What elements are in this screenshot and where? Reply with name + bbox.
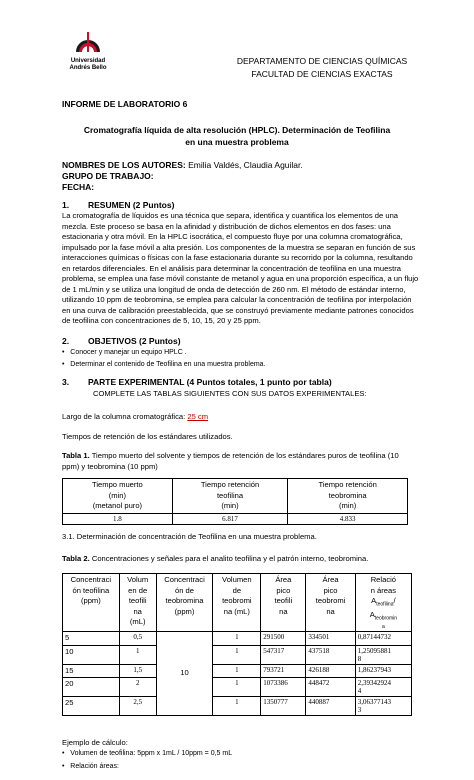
table1-header-cell — [172, 479, 288, 514]
summary-line: de 1 mL/min y se utiliza una longitud de onda de detección de 260 nm. El método de estándar interno, — [62, 284, 406, 294]
header-line — [358, 596, 409, 610]
table2-cell: 1,86237943 — [355, 664, 411, 678]
table2-cell: 1,5 — [119, 664, 156, 678]
table2-cell: 2,5 — [119, 697, 156, 716]
header-line: (metanol puro) — [92, 501, 143, 510]
table2-cell: 1073386 — [261, 678, 306, 697]
table2-cell: 1 — [213, 645, 261, 664]
table2-cell: 1350777 — [261, 697, 306, 716]
header-line: Tiempo retención — [200, 480, 260, 489]
table2-header-cell — [119, 574, 156, 632]
table2-cell: 1 — [213, 632, 261, 646]
summary-paragraph — [62, 211, 470, 327]
logo-line1: Universidad — [70, 58, 106, 64]
header-line: pico — [323, 585, 338, 595]
ratio-a: A — [369, 610, 375, 620]
ratio-a: A — [371, 596, 377, 605]
authors-label: NOMBRES DE LOS AUTORES: — [62, 160, 186, 170]
table2-row — [63, 632, 412, 646]
table2-cell: 25 — [63, 697, 120, 716]
example-item: • Volumen de teofilina: 5ppm x 1mL / 10ppm = 0,5 mL — [62, 750, 233, 757]
table2-cell: 547317 — [261, 645, 306, 664]
date-label: FECHA: — [62, 182, 95, 192]
header-line: Volum — [127, 575, 149, 584]
report-title: INFORME DE LABORATORIO 6 — [62, 99, 188, 109]
table2-header-cell — [355, 574, 411, 632]
table2-caption-text: Concentraciones y señales para el analito teofilina y el patrón interno, teobromina. — [89, 554, 369, 563]
table2-cell: 1 — [213, 697, 261, 716]
table2-cell: 440887 — [306, 697, 355, 716]
summary-line: en retardos diferenciales. En el análisis para determinar la concentración de teofilina en una muestra — [62, 263, 401, 273]
header-line: teobromi — [315, 596, 346, 605]
faculty-name: FACULTAD DE CIENCIAS EXACTAS — [251, 69, 393, 79]
ratio-value-cont: 4 — [357, 687, 362, 696]
logo-line2: Andrés Bello — [69, 65, 107, 71]
header-line: Relació — [370, 575, 397, 584]
authors-value: Emilia Valdés, Claudia Aguilar. — [185, 160, 303, 170]
objective-item: • Conocer y manejar un equipo HPLC . — [62, 349, 187, 356]
ratio-value: 2,39342924 — [357, 679, 391, 688]
objective-item: • Determinar el contenido de Teofilina en una muestra problema. — [62, 361, 266, 368]
column-length-line — [62, 412, 208, 423]
header-line: na — [133, 606, 142, 616]
summary-line: interacciones químicas o físicas con la fase estacionaria durante su recorrido por la columna, resultando — [62, 253, 413, 262]
header-line: na — [279, 606, 288, 616]
table2-cell-teobromina: 10 — [156, 632, 213, 716]
table1 — [62, 478, 408, 525]
header-line: teobromina — [165, 596, 204, 605]
example-label: Ejemplo de cálculo: — [62, 738, 128, 747]
table2-header-cell — [261, 574, 306, 632]
example-item: • Relación áreas: — [62, 763, 119, 770]
header-line: ón de — [175, 585, 195, 595]
table1-cell: 6.817 — [172, 513, 288, 524]
table1-header-cell — [63, 479, 173, 514]
table2-cell: 5 — [63, 632, 120, 646]
table2-caption-label: Tabla 2. — [62, 554, 90, 563]
ratio-value-cont: 8 — [357, 654, 362, 663]
table2-row — [63, 645, 412, 664]
header-line: Tiempo retención — [318, 480, 377, 489]
table2-header-cell — [213, 574, 261, 632]
table2-cell: 448472 — [306, 678, 355, 697]
report-subtitle-1: Cromatografía líquida de alta resolución (HPLC). Determinación de Teofilina — [83, 125, 391, 135]
header-line: (ppm) — [174, 606, 195, 616]
header-line: de — [232, 585, 242, 595]
retention-text: Tiempos de retención de los estándares utilizados. — [62, 432, 233, 441]
header-line: (mL) — [129, 617, 146, 626]
ratio-value: 1,25095881 — [357, 646, 391, 655]
summary-line: impulsado por la fase móvil a alta presión. Los componentes de la muestra se separan en función de sus — [62, 242, 416, 252]
authors-line — [62, 160, 303, 171]
table2-cell — [355, 678, 411, 697]
table2-cell: 334501 — [306, 632, 355, 646]
table1-header-row — [63, 479, 408, 514]
header-line: teobromina — [328, 490, 367, 500]
summary-line: en una curva de calibración preestablecida, que se construyó previamente mediante patrones conocidos — [62, 305, 414, 315]
section2-heading: 2. OBJETIVOS (2 Puntos) — [62, 336, 181, 346]
header-line: pico — [276, 585, 291, 595]
table1-caption — [62, 451, 470, 472]
table2-cell: 0,87144732 — [355, 632, 411, 646]
section1-heading: 1. RESUMEN (2 Puntos) — [62, 200, 175, 210]
ratio-value: 3,06377143 — [357, 698, 391, 707]
example-text: Volumen de teofilina: 5ppm x 1mL / 10ppm = 0,5 mL — [70, 750, 233, 757]
ratio-sub: teobromin — [374, 615, 398, 622]
report-subtitle-2: en una muestra problema — [185, 137, 289, 147]
header-line: teofilina — [216, 490, 244, 500]
header-line: (min) — [108, 490, 127, 500]
table2-cell: 0,5 — [119, 632, 156, 646]
header-line: a — [381, 624, 385, 631]
header-line: ón teofilina — [72, 585, 110, 595]
header-line: Volumen — [222, 575, 252, 584]
header-line: en de — [128, 585, 148, 595]
summary-line: La cromatografía de líquidos es una técnica que separa, identifica y cuantifica los elementos de una — [62, 211, 399, 220]
table1-data-row — [63, 513, 408, 524]
ratio-sub: teofilina — [376, 601, 394, 608]
table2-caption — [62, 554, 368, 565]
header-line: (min) — [221, 501, 239, 510]
table2-cell: 20 — [63, 678, 120, 697]
table1-caption-label: Tabla 1. — [62, 451, 90, 460]
header-line: na — [326, 606, 335, 616]
header-line: Tiempo muerto — [91, 480, 143, 489]
logo-icon — [73, 28, 103, 58]
table2-cell: 793721 — [261, 664, 306, 678]
summary-line: mezcla. Este proceso se basa en la afinidad y distribución de dichos elementos en dos fases: una — [62, 221, 391, 231]
instruction-text: COMPLETE LAS TABLAS SIGUIENTES CON SUS DATOS EXPERIMENTALES: — [93, 389, 367, 398]
summary-line: problema, se emplea una fase móvil constante de metanol y agua en una proporción específica, a un flujo — [62, 274, 419, 283]
header-line: (min) — [338, 501, 357, 510]
table2-cell: 1 — [213, 678, 261, 697]
table2-cell: 1 — [213, 664, 261, 678]
table2-cell: 291500 — [261, 632, 306, 646]
table2-cell — [355, 645, 411, 664]
table2-cell: 437518 — [306, 645, 355, 664]
column-length-value: 25 cm — [187, 412, 209, 421]
table2 — [62, 573, 412, 716]
table1-cell: 1.8 — [63, 513, 173, 524]
table2-header-row — [63, 574, 412, 632]
table2-header-cell — [63, 574, 120, 632]
table1-cell: 4.833 — [288, 513, 408, 524]
header-line: Concentraci — [70, 575, 112, 584]
table2-cell: 10 — [63, 645, 120, 664]
university-logo — [62, 28, 114, 72]
table2-cell: 2 — [119, 678, 156, 697]
header-line: teofili — [128, 596, 147, 605]
group-label: GRUPO DE TRABAJO: — [62, 171, 154, 181]
section3-heading: 3. PARTE EXPERIMENTAL (4 Puntos totales, 1 punto por tabla) — [62, 377, 332, 387]
header-line: Área — [275, 575, 292, 584]
summary-line: utilizando 10 ppm de teobromina, se emplea para calcular la concentración de teofilina por interpolación — [62, 295, 412, 304]
header-line: teofili — [274, 596, 293, 605]
header-line: Concentraci — [164, 575, 205, 584]
table2-header-cell — [306, 574, 355, 632]
header-line: n áreas — [370, 585, 397, 595]
table2-cell: 1 — [119, 645, 156, 664]
table1-caption-text: Tiempo muerto del solvente y tiempos de retención de los estándares puros de teofilina (10 — [89, 451, 399, 460]
header-line: Área — [322, 575, 339, 584]
header-line: na (mL) — [223, 606, 250, 616]
header-line — [358, 610, 409, 624]
ratio-value-cont: 3 — [357, 706, 362, 715]
table2-cell — [355, 697, 411, 716]
table2-row — [63, 697, 412, 716]
header-line: teobromi — [222, 596, 252, 605]
table1-header-cell — [288, 479, 408, 514]
table2-row — [63, 678, 412, 697]
objective-text: Conocer y manejar un equipo HPLC . — [70, 349, 187, 356]
summary-line: de teofilina con concentraciones de 5, 10, 15, 20 y 25 ppm. — [62, 316, 261, 325]
subsection-3-1: 3.1. Determinación de concentración de Teofilina en una muestra problema. — [62, 532, 317, 541]
example-text: Relación áreas: — [70, 763, 119, 770]
header-line: (ppm) — [80, 596, 101, 605]
table2-cell: 426188 — [306, 664, 355, 678]
summary-line: estacionaria y otra móvil. En la HPLC isocrática, el compuesto fluye por una columna cromatográfica, — [62, 232, 403, 241]
column-length-label: Largo de la columna cromatográfica: — [62, 412, 188, 421]
objective-text: Determinar el contenido de Teofilina en una muestra problema. — [70, 361, 266, 368]
table2-cell: 15 — [63, 664, 120, 678]
table2-row — [63, 664, 412, 678]
table2-header-cell — [156, 574, 213, 632]
dept-name: DEPARTAMENTO DE CIENCIAS QUÍMICAS — [236, 56, 408, 66]
ratio-slash: / — [393, 596, 396, 605]
table1-caption-text2: ppm) y teobromina (10 ppm) — [62, 461, 158, 471]
